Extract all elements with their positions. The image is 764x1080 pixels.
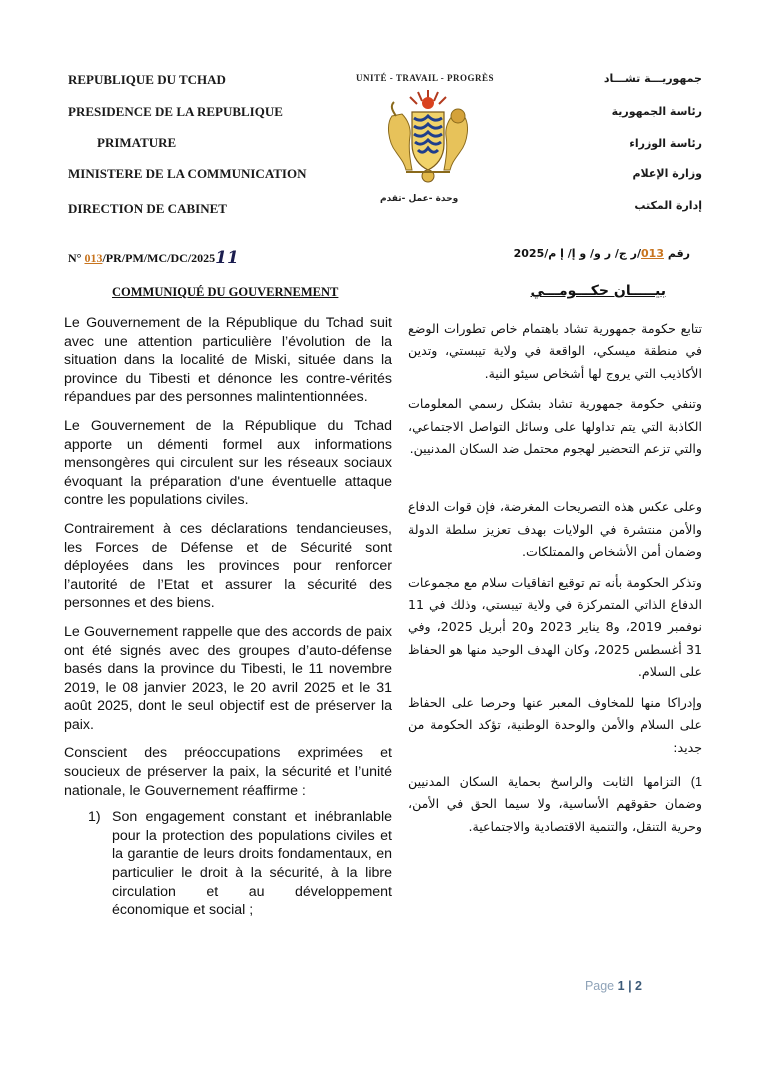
ref-suffix-ar: /ر ج/ ر و/ و إ/ إ م/2025 — [513, 247, 642, 260]
list-item-fr-1 — [88, 808, 392, 920]
paragraph-fr-3: Contrairement à ces déclarations tendancieuses, les Forces de Défense et de Sécurité sont déployées dans les provinces pour renforcer l’autorité de l’Etat et assurer la sécurité des personnes et des biens. — [64, 520, 392, 612]
reference-number-ar — [514, 247, 690, 260]
ref-handwritten-mark: 11 — [215, 248, 239, 268]
header-line-primature: PRIMATURE — [97, 135, 177, 150]
ref-prefix: N° — [68, 251, 82, 265]
ref-prefix-ar: رقم — [667, 247, 690, 260]
paragraph-fr-5: Conscient des préoccupations exprimées et soucieux de préserver la paix, la sécurité et l’unité nationale, le Gouvernement réaffirme : — [64, 745, 392, 799]
paragraph-ar-1: تتابع حكومة جمهورية تشاد باهتمام خاص تطورات الوضع في منطقة ميسكي، الواقعة في ولاية تيبستي، وتدين الأكاذيب التي يروج لها أشخاص سيئو النية. — [408, 321, 702, 381]
header-line-primature-ar: رئاسة الوزراء — [629, 137, 702, 150]
ref-number: 013 — [84, 251, 103, 265]
page-separator: | — [628, 979, 632, 993]
motto-ar: وحدة -عمل -تقدم — [380, 194, 459, 204]
page-label: Page — [584, 979, 615, 993]
paragraph-ar-3: وعلى عكس هذه التصريحات المغرضة، فإن قوات الدفاع والأمن منتشرة في الولايات بهدف تعزيز سلطة الدولة وضمان أمن الأشخاص والممتلكات. — [408, 499, 702, 560]
header-line-ministere: MINISTERE DE LA COMMUNICATION — [68, 166, 307, 181]
paragraph-ar-2: وتنفي حكومة جمهورية تشاد بشكل رسمي المعلومات الكاذبة التي يتم تداولها على وسائل التواصل الاجتماعي، والتي تزعم التحضير لهجوم محتمل ضد السكان المدنيين. — [408, 396, 702, 457]
paragraph-ar-5: وإدراكا منها للمخاوف المعبر عنها وحرصا على الحفاظ على السلام والأمن والوحدة الوطنية، تؤكد الحكومة من جديد: — [408, 694, 702, 755]
list-item-text-fr: Son engagement constant et inébranlable pour la protection des populations civiles et la garantie de leurs droits fondamentaux, en particulier le droit à la sécurité, à la libre circulation et au développement économique et social ; — [112, 809, 392, 919]
paragraph-fr-4: Le Gouvernement rappelle que des accords de paix ont été signés avec des groupes d’auto-défense basés dans la province du Tibesti, le 11 novembre 2019, le 08 janvier 2023, le 20 avril 2025 et le 31 août 2025, dont le seul objectif est de préserver la paix. — [64, 623, 392, 733]
paragraph-fr-1: Le Gouvernement de la République du Tchad suit avec une attention particulière l’évolution de la situation dans la localité de Miski, située dans la province du Tibesti et dénonce les contre-vérités répandues par des personnes malintentionnées. — [64, 315, 392, 406]
title-ar: بيـــــان حكـــومـــي — [530, 283, 666, 299]
coat-of-arms-emblem — [378, 86, 478, 186]
list-item-text-ar: التزامها الثابت والراسخ بحماية السكان المدنيين وضمان حقوقهم الأساسية، ولا سيما الحق في الأمن، وحرية التنقل، والتنمية الاقتصادية والاجتماعية. — [408, 773, 702, 834]
motto-fr: UNITÉ - TRAVAIL - PROGRÈS — [356, 73, 495, 83]
body-column-ar — [408, 318, 702, 846]
header-line-republic: REPUBLIQUE DU TCHAD — [68, 72, 226, 87]
paragraph-ar-4: وتذكر الحكومة بأنه تم توقيع اتفاقيات سلام مع مجموعات الدفاع الذاتي المتمركزة في ولاية تيبستي، وذلك في 11 نوفمبر 2019، و8 يناير 2023 و20 أبريل 2025، وفي 31 أغسطس 2025، وكان الهدف الوحيد منها هو الحفاظ على السلام. — [408, 574, 702, 680]
reference-number-fr — [68, 247, 239, 267]
page-current: 1 — [617, 979, 625, 993]
ref-number-ar: 013 — [641, 247, 664, 260]
title-fr: COMMUNIQUÉ DU GOUVERNEMENT — [112, 285, 339, 299]
page-indicator — [585, 979, 642, 993]
paragraph-fr-2: Le Gouvernement de la République du Tchad apporte un démenti formel aux informations mensongères qui circulent sur les réseaux sociaux évoquant la préparation d'une éventuelle attaque contre les populations civiles. — [64, 417, 392, 509]
header-line-presidence: PRESIDENCE DE LA REPUBLIQUE — [68, 104, 283, 119]
header-line-republic-ar: جمهوريـــة تشـــاد — [603, 72, 702, 85]
header-line-presidence-ar: رئاسة الجمهورية — [611, 105, 702, 118]
body-column-fr — [64, 314, 392, 930]
list-item-number-ar: 1) — [690, 774, 702, 789]
list-item-ar-1 — [408, 771, 702, 838]
list-item-number-fr: 1) — [88, 809, 101, 826]
header-line-direction: DIRECTION DE CABINET — [68, 201, 227, 216]
header-line-ministere-ar: وزارة الإعلام — [632, 167, 702, 180]
page-total: 2 — [635, 979, 642, 993]
header-line-direction-ar: إدارة المكتب — [634, 199, 702, 212]
ref-suffix: /PR/PM/MC/DC/2025 — [102, 251, 216, 265]
